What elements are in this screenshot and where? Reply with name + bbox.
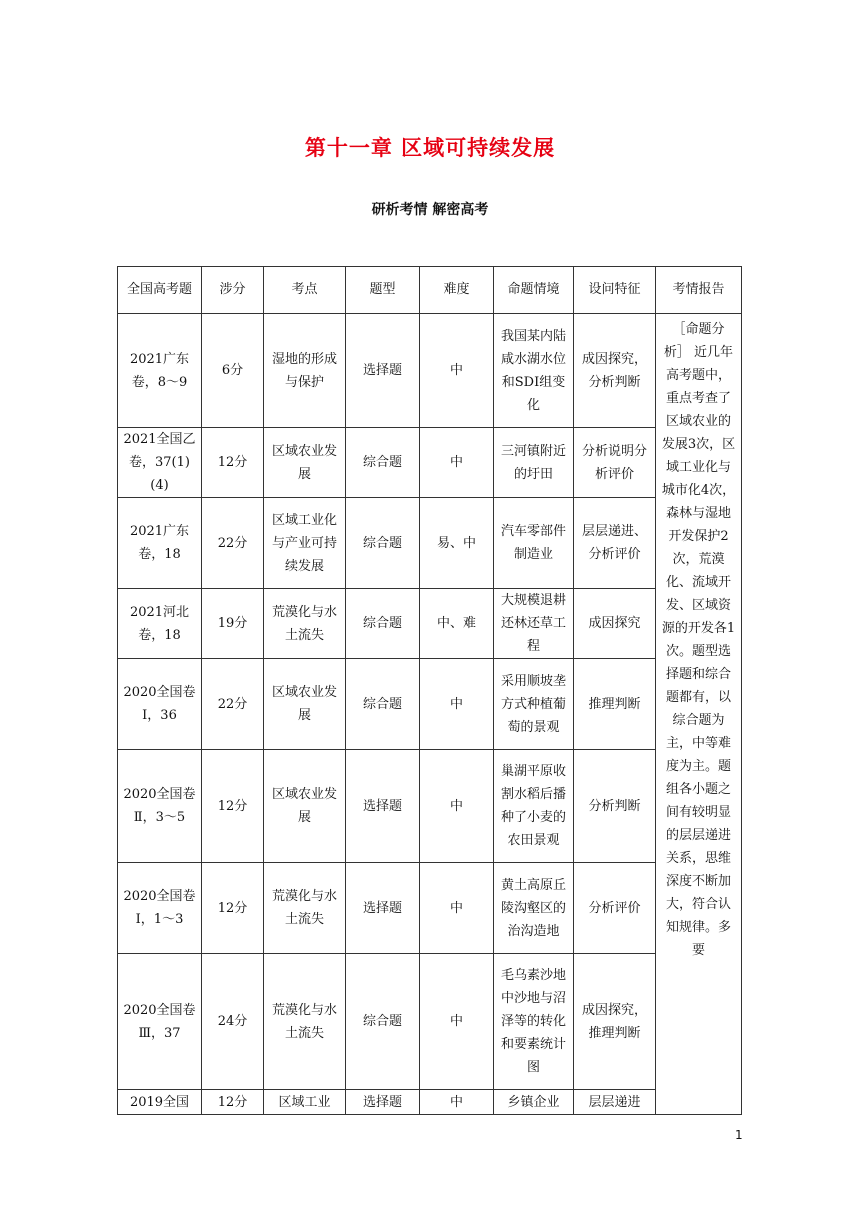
cell-point: 湿地的形成与保护 (264, 314, 346, 428)
header-context: 命题情境 (494, 267, 574, 314)
header-report: 考情报告 (656, 267, 742, 314)
cell-difficulty: 易、中 (420, 498, 494, 589)
header-score: 涉分 (202, 267, 264, 314)
cell-point: 荒漠化与水土流失 (264, 863, 346, 954)
cell-point: 区域农业发展 (264, 750, 346, 863)
cell-context: 采用顺坡垄方式种植葡萄的景观 (494, 659, 574, 750)
cell-score: 22分 (202, 498, 264, 589)
header-exam: 全国高考题 (118, 267, 202, 314)
exam-analysis-table (117, 266, 742, 1115)
cell-feature: 成因探究，分析判断 (574, 314, 656, 428)
cell-context: 黄土高原丘陵沟壑区的治沟造地 (494, 863, 574, 954)
cell-exam: 2020全国卷Ⅲ，37 (118, 954, 202, 1090)
cell-difficulty: 中 (420, 428, 494, 498)
cell-score: 12分 (202, 428, 264, 498)
cell-score: 12分 (202, 863, 264, 954)
cell-score: 6分 (202, 314, 264, 428)
cell-point: 区域工业化与产业可持续发展 (264, 498, 346, 589)
cell-type: 选择题 (346, 314, 420, 428)
cell-type: 综合题 (346, 659, 420, 750)
table-row (118, 863, 742, 954)
cell-difficulty: 中 (420, 954, 494, 1090)
cell-difficulty: 中 (420, 314, 494, 428)
cell-type: 选择题 (346, 750, 420, 863)
table-row (118, 954, 742, 1090)
cell-exam: 2020全国卷Ⅰ，36 (118, 659, 202, 750)
table-row (118, 589, 742, 659)
cell-score: 22分 (202, 659, 264, 750)
cell-point: 区域农业发展 (264, 428, 346, 498)
chapter-title: 第十一章 区域可持续发展 (304, 135, 556, 160)
cell-context: 大规模退耕还林还草工程 (494, 589, 574, 659)
table-row (118, 659, 742, 750)
section-subtitle: 研析考情 解密高考 (371, 202, 489, 218)
cell-context: 巢湖平原收割水稻后播种了小麦的农田景观 (494, 750, 574, 863)
cell-exam: 2021广东卷，8～9 (118, 314, 202, 428)
header-feature: 设问特征 (574, 267, 656, 314)
cell-exam: 2019全国 (118, 1090, 202, 1115)
cell-point: 荒漠化与水土流失 (264, 589, 346, 659)
table-row (118, 314, 742, 428)
cell-type: 综合题 (346, 954, 420, 1090)
cell-type: 综合题 (346, 428, 420, 498)
cell-context: 我国某内陆咸水湖水位和SDI组变化 (494, 314, 574, 428)
cell-difficulty: 中 (420, 863, 494, 954)
cell-type: 综合题 (346, 589, 420, 659)
cell-feature: 推理判断 (574, 659, 656, 750)
cell-point: 区域工业 (264, 1090, 346, 1115)
cell-type: 选择题 (346, 863, 420, 954)
cell-exam: 2021河北卷，18 (118, 589, 202, 659)
page-number: 1 (735, 1128, 743, 1142)
cell-context: 乡镇企业 (494, 1090, 574, 1115)
cell-point: 区域农业发展 (264, 659, 346, 750)
cell-difficulty: 中 (420, 750, 494, 863)
table-row (118, 1090, 742, 1115)
cell-context: 毛乌素沙地中沙地与沼泽等的转化和要素统计图 (494, 954, 574, 1090)
cell-feature: 分析说明分析评价 (574, 428, 656, 498)
cell-score: 12分 (202, 1090, 264, 1115)
cell-feature: 层层递进、分析评价 (574, 498, 656, 589)
cell-score: 24分 (202, 954, 264, 1090)
cell-score: 12分 (202, 750, 264, 863)
cell-context: 汽车零部件制造业 (494, 498, 574, 589)
cell-context: 三河镇附近的圩田 (494, 428, 574, 498)
cell-feature: 分析判断 (574, 750, 656, 863)
header-row (118, 267, 742, 314)
cell-exam: 2021广东卷，18 (118, 498, 202, 589)
cell-feature: 成因探究，推理判断 (574, 954, 656, 1090)
cell-type: 综合题 (346, 498, 420, 589)
table-row (118, 428, 742, 498)
cell-feature: 层层递进 (574, 1090, 656, 1115)
header-difficulty: 难度 (420, 267, 494, 314)
cell-score: 19分 (202, 589, 264, 659)
header-type: 题型 (346, 267, 420, 314)
cell-feature: 成因探究 (574, 589, 656, 659)
report-cell: ［命题分析］ 近几年高考题中，重点考查了区域农业的发展3次，区域工业化与城市化4次，森林与湿地开发保护2次，荒漠化、流域开发、区域资源的开发各1次。题型选择题和综合题都有，以综合题为主，中等难度为主。题组各小题之间有较明显的层层递进关系，思维深度不断加大，符合认知规律。多要 (656, 314, 742, 1115)
cell-difficulty: 中 (420, 659, 494, 750)
header-point: 考点 (264, 267, 346, 314)
cell-difficulty: 中、难 (420, 589, 494, 659)
cell-point: 荒漠化与水土流失 (264, 954, 346, 1090)
cell-difficulty: 中 (420, 1090, 494, 1115)
cell-exam: 2020全国卷Ⅰ，1～3 (118, 863, 202, 954)
cell-exam: 2020全国卷Ⅱ，3～5 (118, 750, 202, 863)
table-row (118, 498, 742, 589)
table-row (118, 750, 742, 863)
cell-exam: 2021全国乙卷，37(1)(4) (118, 428, 202, 498)
cell-feature: 分析评价 (574, 863, 656, 954)
cell-type: 选择题 (346, 1090, 420, 1115)
